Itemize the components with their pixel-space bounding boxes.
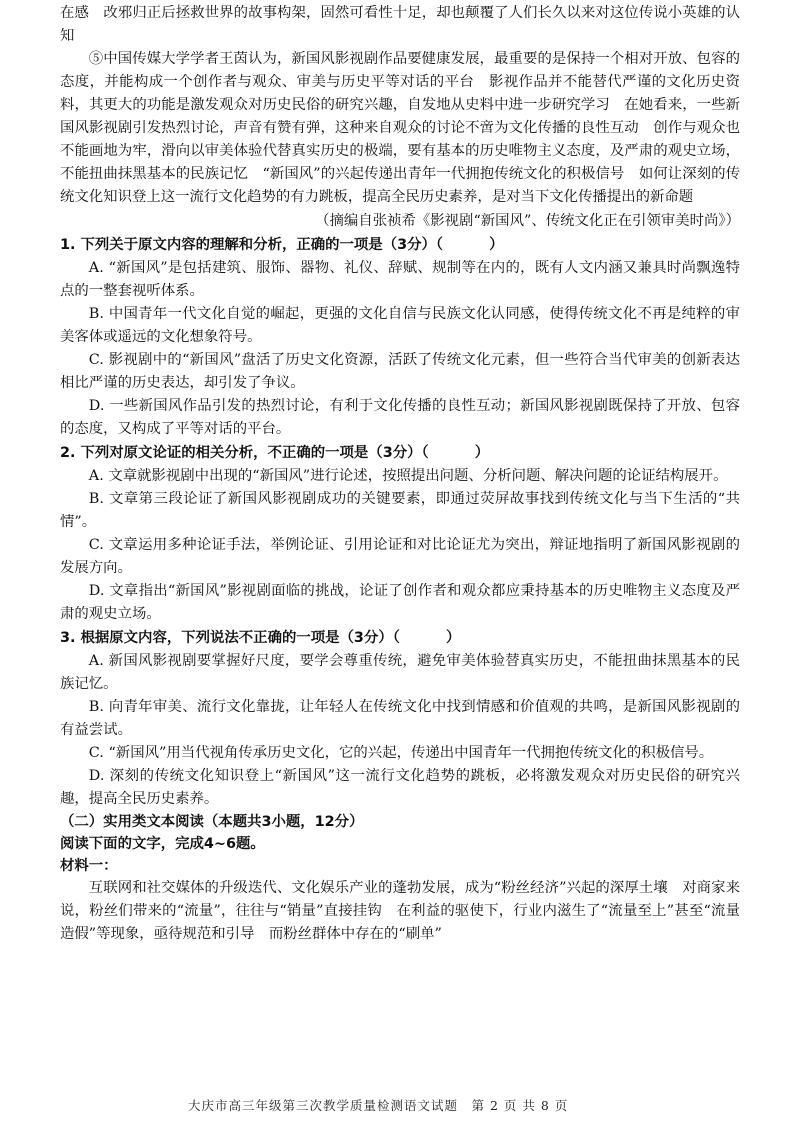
section-2-heading: （二）实用类文本阅读（本题共3小题，12分） — [60, 814, 364, 830]
question-2-option-c: C. 文章运用多种论证手法，举例论证、引用论证和对比论证尤为突出，辩证地指明了新国风影视剧的发展方向。 — [60, 537, 740, 576]
page-footer: 大庆市高三年级第三次教学质量检测语文试题 第 2 页 共 8 页 — [188, 1098, 569, 1113]
material-1-label: 材料一： — [60, 858, 118, 874]
question-3-option-b: B. 向青年审美、流行文化靠拢，让年轻人在传统文化中找到情感和价值观的共鸣，是新国风影视剧的有益尝试。 — [60, 699, 740, 738]
question-3-option-a: A. 新国风影视剧要掌握好尺度，要学会尊重传统，避免审美体验替真实历史，不能扭曲抹黑基本的民族记忆。 — [60, 653, 740, 692]
question-2-stem: 2. 下列对原文论证的相关分析，不正确的一项是（3分）（ ） — [60, 445, 490, 461]
question-1-stem: 1. 下列关于原文内容的理解和分析，正确的一项是（3分）（ ） — [60, 237, 504, 253]
question-1-option-c: C. 影视剧中的“新国风”盘活了历史文化资源，活跃了传统文化元素，但一些符合当代审美的创新表达相比严谨的历史表达，却引发了争议。 — [60, 352, 740, 391]
paragraph-5: ⑤中国传媒大学学者王茵认为，新国风影视剧作品要健康发展，最重要的是保持一个相对开放、包容的态度，并能构成一个创作者与观众、审美与历史平等对话的平台 影视作品并不能替代严谨的文化历史资料，其更大的功能是激发观众对历史民俗的研究兴趣，自发地从史料中进一步研究学习 在她看来，一些新国风影视剧引发热烈讨论，声音有赞有弹，这种来自观众的讨论不啻为文化传播的良性互动 创作与观众也不能画地为牢，滑向以审美体验代替真实历史的极端，要有基本的历史唯物主义态度，及严肃的观史立场，不能扭曲抹黑基本的民族记忆 “新国风”的兴起传递出青年一代拥抱传统文化的积极信号 如何让深刻的传统文化知识登上这一流行文化趋势的有力跳板，提高全民历史素养，是对当下文化传播提出的新命题 — [60, 51, 740, 205]
question-3-stem: 3. 根据原文内容，下列说法不正确的一项是（3分）（ ） — [60, 630, 461, 646]
exam-page — [60, 2, 740, 946]
question-2 — [60, 442, 740, 626]
material-1-text: 互联网和社交媒体的升级迭代、文化娱乐产业的蓬勃发展，成为“粉丝经济”兴起的深厚土壤 对商家来说，粉丝们带来的“流量”，往往与“销量”直接挂钩 在利益的驱使下，行业内滋生了“流量至上”甚至“流量造假”等现象，亟待规范和引导 而粉丝群体中存在的“刷单” — [60, 880, 740, 942]
question-3-option-d: D. 深刻的传统文化知识登上“新国风”这一流行文化趋势的跳板，必将激发观众对历史民俗的研究兴趣，提高全民历史素养。 — [60, 768, 740, 807]
question-1-option-d: D. 一些新国风作品引发的热烈讨论，有利于文化传播的良性互动；新国风影视剧既保持了开放、包容的态度，又构成了平等对话的平台。 — [60, 398, 740, 437]
question-2-option-b: B. 文章第三段论证了新国风影视剧成功的关键要素，即通过荧屏故事找到传统文化与当下生活的“共情”。 — [60, 491, 740, 530]
question-1-option-a: A. “新国风”是包括建筑、服饰、器物、礼仪、辞赋、规制等在内的，既有人文内涵又兼具时尚飘逸特点的一整套视听体系。 — [60, 260, 740, 299]
question-2-option-a: A. 文章就影视剧中出现的“新国风”进行论述，按照提出问题、分析问题、解决问题的论证结构展开。 — [88, 468, 728, 484]
question-3 — [60, 627, 740, 811]
question-2-option-d: D. 文章指出“新国风”影视剧面临的挑战，论证了创作者和观众都应秉持基本的历史唯物主义态度及严肃的观史立场。 — [60, 583, 740, 622]
section-2-instruction: 阅读下面的文字，完成4~6题。 — [60, 836, 265, 852]
source-citation: （摘编自张祯希《影视剧“新国风”、传统文化正在引领审美时尚》） — [315, 213, 740, 229]
question-1-option-b: B. 中国青年一代文化自觉的崛起，更强的文化自信与民族文化认同感，使得传统文化不再是纯粹的审美客体或遥远的文化想象符号。 — [60, 306, 740, 345]
question-3-option-c: C. “新国风”用当代视角传承历史文化，它的兴起，传递出中国青年一代拥抱传统文化的积极信号。 — [88, 745, 714, 761]
paragraph-continued: 在感 改邪归正后拯救世界的故事构架，固然可看性十足，却也颠覆了人们长久以来对这位传说小英雄的认知 — [60, 5, 740, 44]
question-1 — [60, 234, 740, 441]
